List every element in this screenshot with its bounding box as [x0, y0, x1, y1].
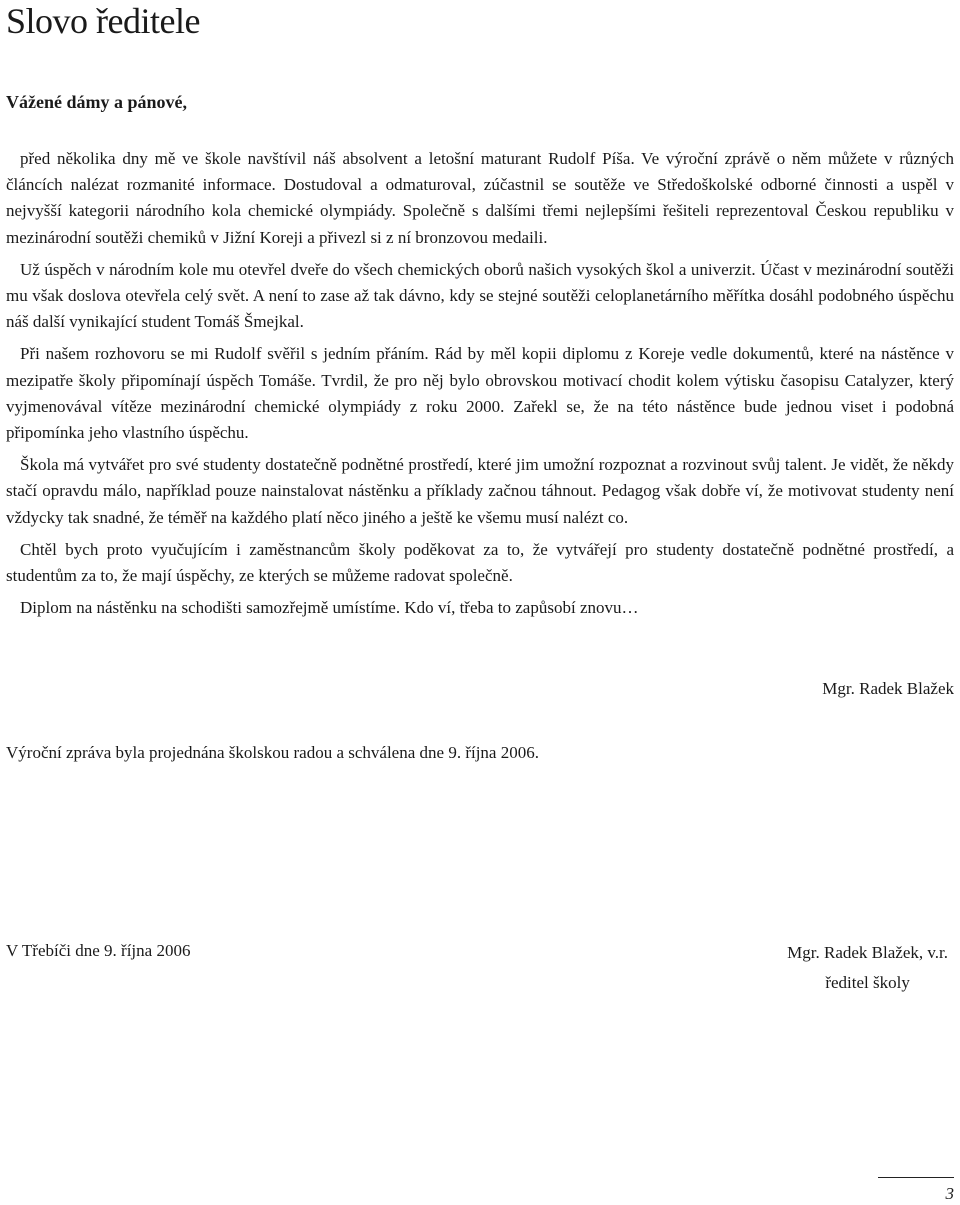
paragraph: Škola má vytvářet pro své studenty dostatečně podnětné prostředí, které jim umožní rozpoznat a rozvinout svůj talent. Je vidět, že někdy stačí opravdu málo, například pouze nainstalovat nástěnku a příklady začnou táhnout. Pedagog však dobře ví, že motivovat studenty není vždycky tak snadné, že téměř na každého platí něco jiného a ještě ke všemu musí nalézt co.: [6, 455, 954, 527]
approval-note: Výroční zpráva byla projednána školskou radou a schválena dne 9. října 2006.: [6, 743, 539, 762]
final-signature-name: Mgr. Radek Blažek, v.r.: [787, 943, 948, 962]
final-signature-block: [787, 938, 948, 998]
page-title: Slovo ředitele: [6, 1, 200, 41]
place-date: V Třebíči dne 9. října 2006: [6, 941, 191, 960]
paragraph: Při našem rozhovoru se mi Rudolf svěřil s jedním přáním. Rád by měl kopii diplomu z Koreje vedle dokumentů, které na nástěnce v mezipatře školy připomínají úspěch Tomáše. Tvrdil, že pro něj bylo obrovskou motivací chodit kolem výtisku časopisu Catalyzer, který vyjmenovával vítěze mezinárodní chemické olympiády z roku 2000. Zařekl se, že na této nástěnce bude jednou viset i podobná připomínka jeho vlastního úspěchu.: [6, 344, 954, 443]
paragraph: Diplom na nástěnku na schodišti samozřejmě umístíme. Kdo ví, třeba to zapůsobí znovu…: [20, 598, 639, 618]
paragraph: Chtěl bych proto vyučujícím i zaměstnancům školy poděkovat za to, že vytvářejí pro studenty dostatečně podnětné prostředí, a studentům za to, že mají úspěchy, ze kterých se můžeme radovat společně.: [6, 539, 954, 586]
letter-body: [6, 146, 954, 627]
signature: Mgr. Radek Blažek: [822, 679, 954, 698]
greeting: Vážené dámy a pánové,: [6, 92, 187, 112]
paragraph: Už úspěch v národním kole mu otevřel dveře do všech chemických oborů našich vysokých škol a univerzit. Účast v mezinárodní soutěži mu však doslova otevřela celý svět. A není to zase až tak dávno, kdy se stejné soutěži celoplanetárního měřítka dosáhl podobného úspěchu náš další vynikající student Tomáš Šmejkal.: [6, 259, 954, 332]
page-number: 3: [945, 1184, 954, 1203]
paragraph: před několika dny mě ve škole navštívil náš absolvent a letošní maturant Rudolf Píša. Ve výroční zprávě o něm můžete v různých článcích nalézat rozmanité informace. Dostudoval a odmaturoval, zúčastnil se soutěže ve Středoškolské odborné činnosti a uspěl v nejvyšší kategorii národního kola chemické olympiády. Společně s dalšími třemi nejlepšími řešiteli reprezentoval Českou republiku v mezinárodní soutěži chemiků v Jižní Koreji a přivezl si z ní bronzovou medaili.: [6, 149, 954, 247]
final-signature-role: ředitel školy: [825, 973, 910, 992]
page-number-rule: [878, 1177, 954, 1178]
